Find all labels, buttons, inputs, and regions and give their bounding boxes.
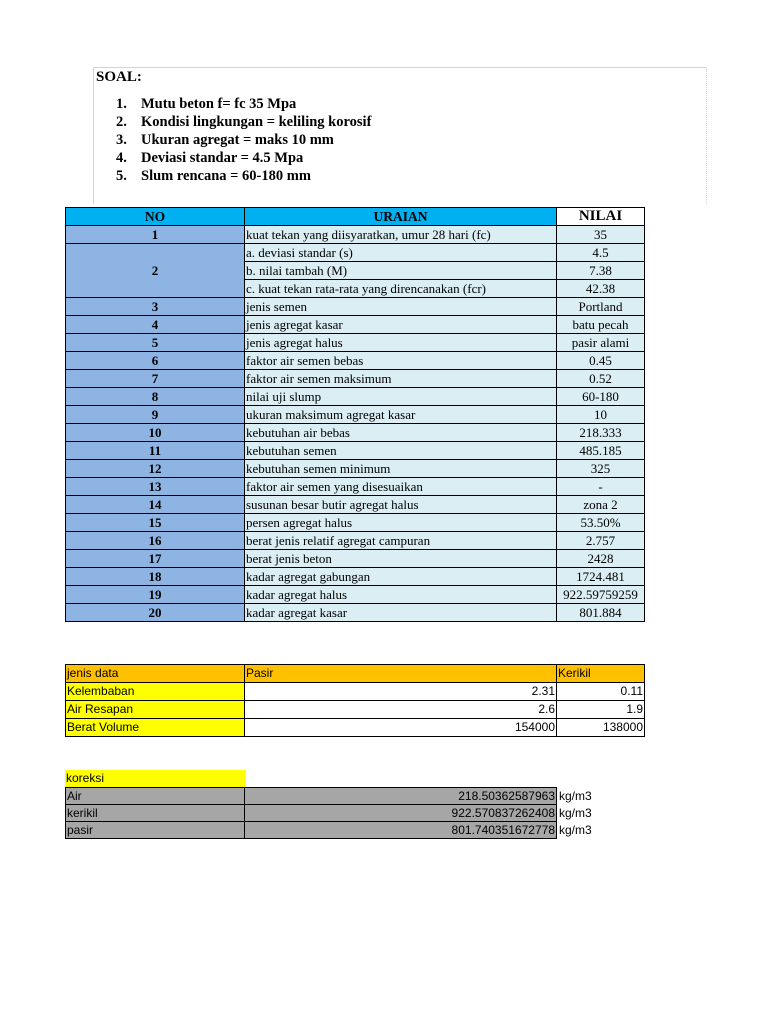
koreksi-row-value[interactable]: 922.570837262408	[245, 805, 557, 822]
row-number[interactable]: 1	[66, 226, 245, 244]
soal-section	[93, 67, 707, 204]
row-label[interactable]: Kelembaban	[66, 683, 245, 701]
table-row	[66, 568, 645, 586]
soal-item: 1. Mutu beton f= fc 35 Mpa	[116, 96, 297, 112]
table-row	[66, 316, 645, 334]
uraian-cell[interactable]: kebutuhan air bebas	[245, 424, 557, 442]
uraian-cell[interactable]: kuat tekan yang diisyaratkan, umur 28 hari (fc)	[245, 226, 557, 244]
row-number[interactable]: 12	[66, 460, 245, 478]
soal-list	[116, 95, 371, 185]
soal-item: 5. Slum rencana = 60-180 mm	[116, 168, 311, 184]
table-row	[66, 719, 645, 737]
row-number[interactable]: 9	[66, 406, 245, 424]
row-number[interactable]: 15	[66, 514, 245, 532]
table-row	[66, 701, 645, 719]
uraian-cell[interactable]: kadar agregat kasar	[245, 604, 557, 622]
uraian-cell[interactable]: a. deviasi standar (s)	[245, 244, 557, 262]
nilai-cell[interactable]: 2428	[557, 550, 645, 568]
koreksi-row-value[interactable]: 218.50362587963	[245, 788, 557, 805]
table-row	[66, 683, 645, 701]
nilai-cell[interactable]: 4.5	[557, 244, 645, 262]
nilai-cell[interactable]: 42.38	[557, 280, 645, 298]
table-row	[66, 586, 645, 604]
table-row	[66, 406, 645, 424]
koreksi-row-label[interactable]: Air	[66, 788, 245, 805]
kerikil-cell[interactable]: 0.11	[557, 683, 645, 701]
koreksi-row-label[interactable]: pasir	[66, 822, 245, 839]
table-row	[66, 370, 645, 388]
table-row	[66, 388, 645, 406]
table-row	[66, 226, 645, 244]
nilai-cell[interactable]: 60-180	[557, 388, 645, 406]
nilai-cell[interactable]: 53.50%	[557, 514, 645, 532]
uraian-cell[interactable]: kebutuhan semen minimum	[245, 460, 557, 478]
header-jenis-data[interactable]: jenis data	[66, 665, 245, 683]
pasir-cell[interactable]: 154000	[245, 719, 557, 737]
uraian-cell[interactable]: berat jenis relatif agregat campuran	[245, 532, 557, 550]
table-row	[66, 822, 557, 839]
table-row	[66, 334, 645, 352]
nilai-cell[interactable]: batu pecah	[557, 316, 645, 334]
row-label[interactable]: Berat Volume	[66, 719, 245, 737]
header-no[interactable]: NO	[66, 208, 245, 226]
row-number[interactable]: 8	[66, 388, 245, 406]
table-row	[66, 805, 557, 822]
unit-label: kg/m3	[559, 789, 592, 803]
nilai-cell[interactable]: 218.333	[557, 424, 645, 442]
uraian-cell[interactable]: kadar agregat gabungan	[245, 568, 557, 586]
row-number[interactable]: 17	[66, 550, 245, 568]
nilai-cell[interactable]: Portland	[557, 298, 645, 316]
row-number[interactable]: 20	[66, 604, 245, 622]
koreksi-table	[65, 787, 557, 839]
row-number[interactable]: 13	[66, 478, 245, 496]
nilai-cell[interactable]: -	[557, 478, 645, 496]
nilai-cell[interactable]: 1724.481	[557, 568, 645, 586]
row-number[interactable]: 18	[66, 568, 245, 586]
uraian-cell[interactable]: faktor air semen bebas	[245, 352, 557, 370]
row-number[interactable]: 16	[66, 532, 245, 550]
table-row	[66, 550, 645, 568]
nilai-cell[interactable]: zona 2	[557, 496, 645, 514]
uraian-cell[interactable]: jenis semen	[245, 298, 557, 316]
uraian-cell[interactable]: kadar agregat halus	[245, 586, 557, 604]
uraian-cell[interactable]: faktor air semen yang disesuaikan	[245, 478, 557, 496]
row-number[interactable]: 14	[66, 496, 245, 514]
soal-item: 2. Kondisi lingkungan = keliling korosif	[116, 114, 372, 130]
row-number[interactable]: 4	[66, 316, 245, 334]
nilai-cell[interactable]: 922.59759259	[557, 586, 645, 604]
nilai-cell[interactable]: 0.45	[557, 352, 645, 370]
row-number[interactable]: 2	[66, 244, 245, 298]
uraian-cell[interactable]: ukuran maksimum agregat kasar	[245, 406, 557, 424]
table-row	[66, 788, 557, 805]
row-number[interactable]: 3	[66, 298, 245, 316]
nilai-cell[interactable]: 2.757	[557, 532, 645, 550]
table-row	[66, 478, 645, 496]
uraian-cell[interactable]: berat jenis beton	[245, 550, 557, 568]
material-data-table	[65, 664, 645, 737]
table-row	[66, 514, 645, 532]
nilai-cell[interactable]: 7.38	[557, 262, 645, 280]
table-row	[66, 496, 645, 514]
row-label[interactable]: Air Resapan	[66, 701, 245, 719]
table-row	[66, 604, 645, 622]
uraian-cell[interactable]: susunan besar butir agregat halus	[245, 496, 557, 514]
table-row	[66, 424, 645, 442]
main-table	[65, 207, 645, 622]
row-number[interactable]: 6	[66, 352, 245, 370]
nilai-cell[interactable]: pasir alami	[557, 334, 645, 352]
uraian-cell[interactable]: jenis agregat halus	[245, 334, 557, 352]
table-row	[66, 352, 645, 370]
row-number[interactable]: 19	[66, 586, 245, 604]
row-number[interactable]: 5	[66, 334, 245, 352]
uraian-cell[interactable]: b. nilai tambah (M)	[245, 262, 557, 280]
main-table-body	[66, 226, 645, 622]
row-number[interactable]: 11	[66, 442, 245, 460]
unit-label: kg/m3	[559, 823, 592, 837]
table-row	[66, 532, 645, 550]
header-kerikil[interactable]: Kerikil	[557, 665, 645, 683]
uraian-cell[interactable]: jenis agregat kasar	[245, 316, 557, 334]
row-number[interactable]: 7	[66, 370, 245, 388]
koreksi-label[interactable]: koreksi	[65, 770, 246, 787]
nilai-cell[interactable]: 801.884	[557, 604, 645, 622]
table-row	[66, 442, 645, 460]
koreksi-row-label[interactable]: kerikil	[66, 805, 245, 822]
table-row	[66, 244, 645, 262]
pasir-cell[interactable]: 2.31	[245, 683, 557, 701]
uraian-cell[interactable]: c. kuat tekan rata-rata yang direncanakan (fcr)	[245, 280, 557, 298]
kerikil-cell[interactable]: 1.9	[557, 701, 645, 719]
uraian-cell[interactable]: kebutuhan semen	[245, 442, 557, 460]
row-number[interactable]: 10	[66, 424, 245, 442]
nilai-cell[interactable]: 10	[557, 406, 645, 424]
uraian-cell[interactable]: persen agregat halus	[245, 514, 557, 532]
nilai-cell[interactable]: 325	[557, 460, 645, 478]
nilai-cell[interactable]: 0.52	[557, 370, 645, 388]
soal-title: SOAL:	[96, 69, 142, 85]
unit-label: kg/m3	[559, 806, 592, 820]
uraian-cell[interactable]: faktor air semen maksimum	[245, 370, 557, 388]
nilai-cell[interactable]: 485.185	[557, 442, 645, 460]
koreksi-row-value[interactable]: 801.740351672778	[245, 822, 557, 839]
table-row	[66, 298, 645, 316]
pasir-cell[interactable]: 2.6	[245, 701, 557, 719]
header-pasir[interactable]: Pasir	[245, 665, 557, 683]
header-nilai[interactable]: NILAI	[557, 208, 645, 226]
table-row	[66, 460, 645, 478]
kerikil-cell[interactable]: 138000	[557, 719, 645, 737]
nilai-cell[interactable]: 35	[557, 226, 645, 244]
header-uraian[interactable]: URAIAN	[245, 208, 557, 226]
uraian-cell[interactable]: nilai uji slump	[245, 388, 557, 406]
soal-item: 4. Deviasi standar = 4.5 Mpa	[116, 150, 304, 166]
material-header-row	[66, 665, 645, 683]
soal-item: 3. Ukuran agregat = maks 10 mm	[116, 132, 334, 148]
